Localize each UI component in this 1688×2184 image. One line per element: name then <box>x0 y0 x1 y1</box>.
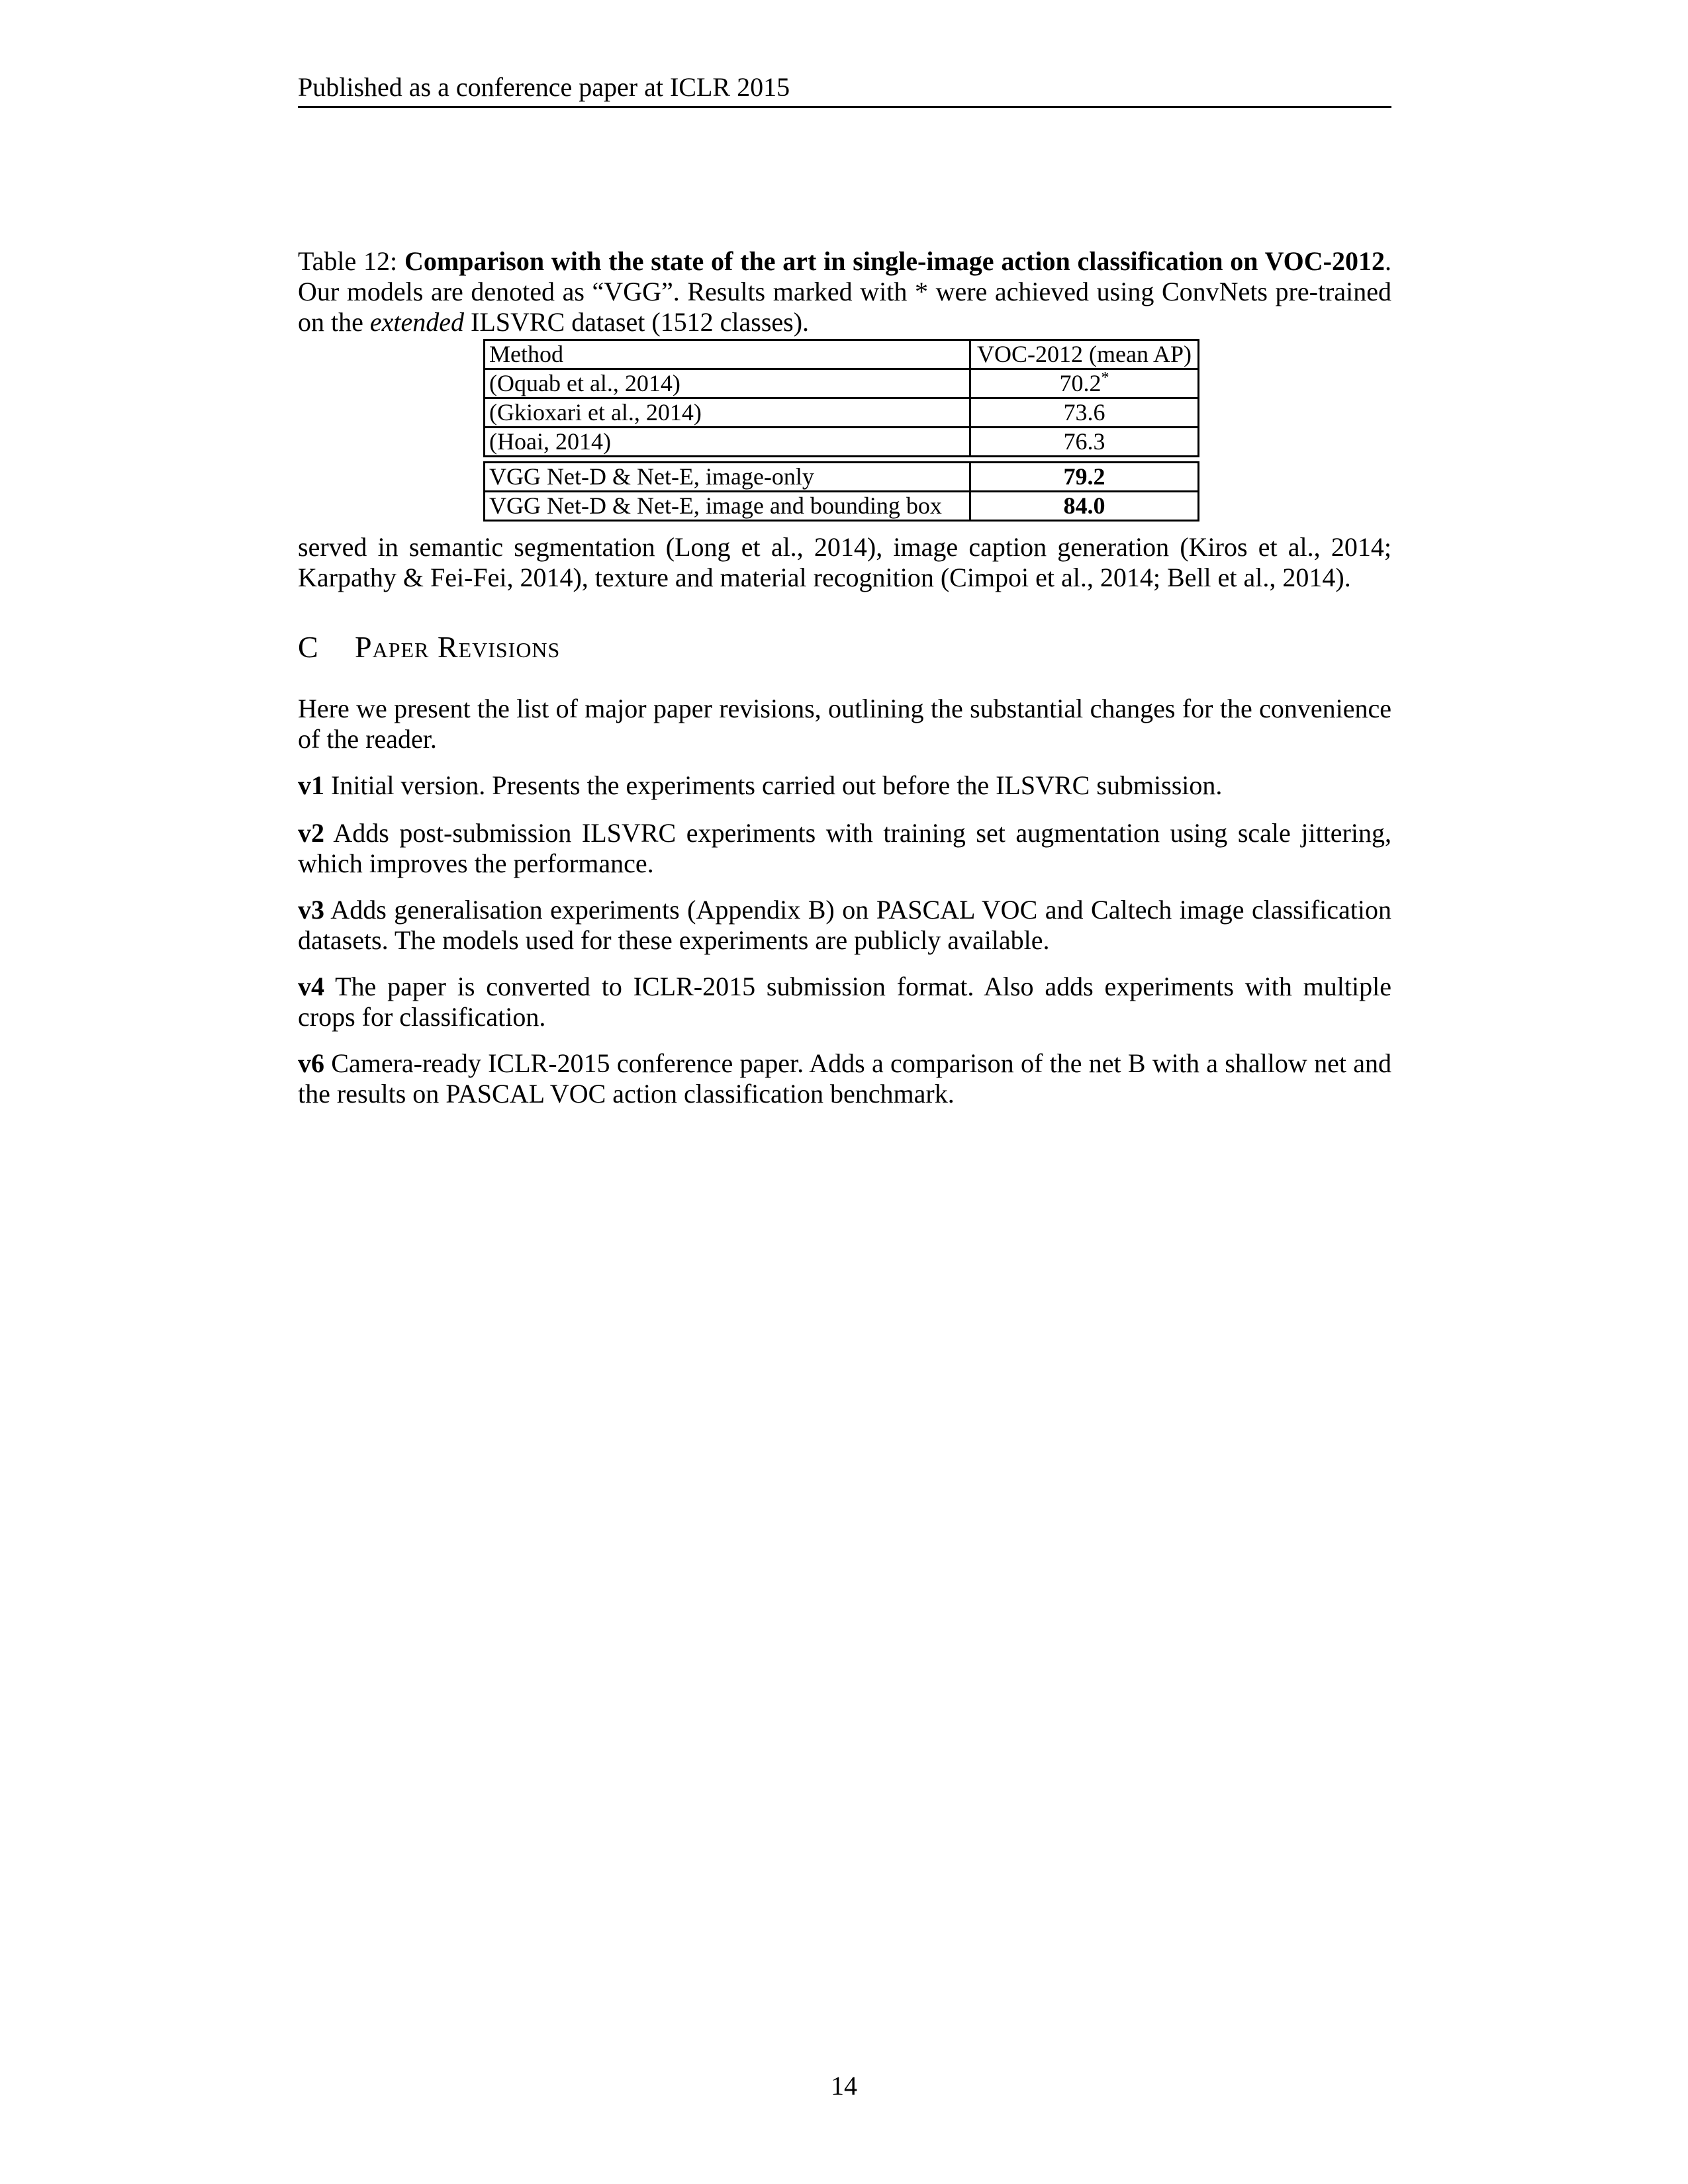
column-header-method: Method <box>485 340 970 369</box>
revision-text: Initial version. Presents the experiments carried out before the ILSVRC submission. <box>324 770 1223 800</box>
running-header: Published as a conference paper at ICLR 2015 <box>298 72 790 102</box>
revision-item <box>298 818 1391 879</box>
table-row <box>485 492 1199 521</box>
continuation-paragraph: served in semantic segmentation (Long et al., 2014), image caption generation (Kiros et al., 2014; Karpathy & Fei-Fei, 2014), texture and material recognition (Cimpoi et al., 2014; Bell et al., 2014). <box>298 532 1391 592</box>
method-cell: VGG Net-D & Net-E, image-only <box>485 463 970 492</box>
revision-version: v3 <box>298 895 324 925</box>
revision-item <box>298 770 1391 801</box>
revision-text: Adds generalisation experiments (Appendix B) on PASCAL VOC and Caltech image classification datasets. The models used for these experiments are publicly available. <box>298 895 1391 955</box>
value-cell <box>970 369 1199 398</box>
revision-text: Adds post-submission ILSVRC experiments with training set augmentation using scale jittering, which improves the performance. <box>298 818 1391 878</box>
method-cell: (Gkioxari et al., 2014) <box>485 398 970 428</box>
table-caption-emphasis: extended <box>369 307 465 337</box>
table-caption-title: Comparison with the state of the art in single-image action classification on VOC-2012 <box>404 246 1385 276</box>
value-cell: 84.0 <box>970 492 1199 521</box>
page-number: 14 <box>831 2071 857 2101</box>
table-caption-label: Table 12: <box>298 246 398 276</box>
table-row <box>485 369 1199 398</box>
column-header-map: VOC-2012 (mean AP) <box>970 340 1199 369</box>
table-row <box>485 398 1199 428</box>
table-caption <box>298 246 1391 338</box>
value-cell: 79.2 <box>970 463 1199 492</box>
method-cell: VGG Net-D & Net-E, image and bounding box <box>485 492 970 521</box>
revision-text: The paper is converted to ICLR-2015 submission format. Also adds experiments with multiple crops for classification. <box>298 972 1391 1032</box>
header-rule <box>298 106 1391 108</box>
table-caption-text-end: ILSVRC dataset (1512 classes). <box>464 307 810 337</box>
pretrained-marker: * <box>1101 369 1109 387</box>
table-group-gap <box>485 457 1199 463</box>
revision-version: v1 <box>298 770 324 800</box>
comparison-table <box>483 339 1199 522</box>
revision-item <box>298 972 1391 1032</box>
revision-version: v6 <box>298 1048 324 1078</box>
value-cell: 73.6 <box>970 398 1199 428</box>
value-cell: 76.3 <box>970 428 1199 457</box>
intro-paragraph: Here we present the list of major paper revisions, outlining the substantial changes for the convenience of the reader. <box>298 694 1391 754</box>
section-heading <box>298 629 560 666</box>
table-header-row <box>485 340 1199 369</box>
section-title: Paper Revisions <box>355 630 561 664</box>
revision-version: v2 <box>298 818 324 848</box>
value-text: 70.2 <box>1059 370 1102 396</box>
section-number: C <box>298 630 318 664</box>
revision-item <box>298 1048 1391 1109</box>
method-cell: (Hoai, 2014) <box>485 428 970 457</box>
revision-text: Camera-ready ICLR-2015 conference paper. Adds a comparison of the net B with a shallow net and the results on PASCAL VOC action classification benchmark. <box>298 1048 1391 1109</box>
revision-item <box>298 895 1391 956</box>
table-caption-text: . Our models are denoted as “VGG”. Results marked with * were achieved using ConvNets pre-trained on the <box>298 246 1391 337</box>
method-cell: (Oquab et al., 2014) <box>485 369 970 398</box>
table-row <box>485 463 1199 492</box>
revision-version: v4 <box>298 972 324 1001</box>
table-row <box>485 428 1199 457</box>
